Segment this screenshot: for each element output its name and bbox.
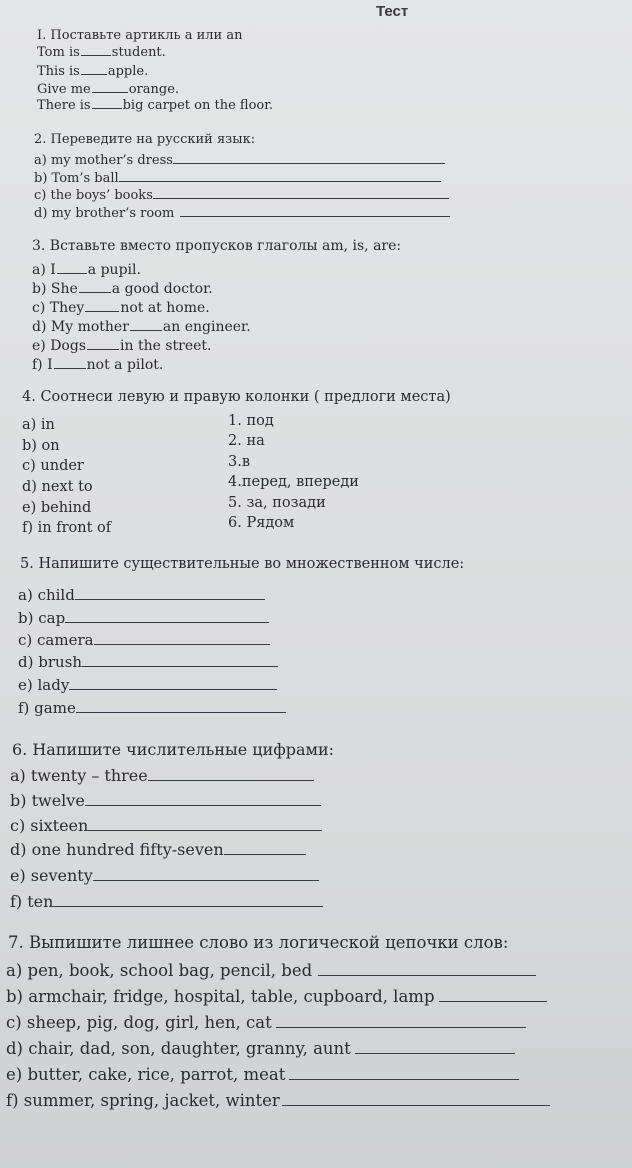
- answer-line[interactable]: [173, 151, 445, 164]
- answer-blank[interactable]: [87, 338, 119, 350]
- answer-blank[interactable]: [92, 97, 122, 109]
- exercise-item: e) lady: [18, 677, 277, 693]
- answer-line[interactable]: [85, 793, 321, 806]
- answer-line[interactable]: [276, 1015, 526, 1028]
- exercise-item: d) brush: [18, 654, 278, 670]
- exercise-item: d) my brother’s room: [34, 204, 450, 220]
- exercise-item: f) summer, spring, jacket, winter: [6, 1093, 550, 1110]
- answer-line[interactable]: [180, 204, 450, 217]
- answer-line[interactable]: [355, 1041, 515, 1054]
- answer-blank[interactable]: [79, 281, 111, 293]
- answer-line[interactable]: [282, 1093, 550, 1106]
- exercise-item: d) one hundred fifty-seven: [10, 842, 306, 858]
- exercise-item: b) Tom’s ball: [34, 169, 441, 185]
- exercise-item: c) sheep, pig, dog, girl, hen, cat: [6, 1015, 526, 1032]
- exercise-item: f) I not a pilot.: [32, 357, 164, 373]
- answer-line[interactable]: [76, 700, 286, 713]
- exercise-item: a) twenty – three: [10, 768, 314, 784]
- answer-line[interactable]: [69, 677, 277, 690]
- answer-blank[interactable]: [85, 300, 119, 312]
- answer-line[interactable]: [53, 894, 323, 907]
- section-4-heading: 4. Соотнеси левую и правую колонки ( предлоги места): [22, 389, 451, 405]
- section-7-heading: 7. Выпишите лишнее слово из логической цепочки слов:: [8, 933, 509, 952]
- answer-line[interactable]: [119, 169, 441, 182]
- answer-blank[interactable]: [81, 44, 111, 56]
- section-3-heading: 3. Вставьте вместо пропусков глаголы am, is, are:: [32, 238, 402, 254]
- answer-line[interactable]: [88, 818, 322, 831]
- answer-line[interactable]: [94, 632, 270, 645]
- answer-line[interactable]: [224, 842, 306, 855]
- exercise-item: e) Dogs in the street.: [32, 338, 212, 354]
- exercise-item: a) pen, book, school bag, pencil, bed: [6, 963, 536, 980]
- exercise-item: d) chair, dad, son, daughter, granny, aunt: [6, 1041, 515, 1058]
- page-title: Тест: [376, 3, 409, 20]
- answer-line[interactable]: [65, 610, 269, 623]
- answer-blank[interactable]: [92, 81, 128, 93]
- answer-blank[interactable]: [130, 319, 162, 331]
- exercise-item: d) My mother an engineer.: [32, 319, 251, 335]
- answer-line[interactable]: [439, 989, 547, 1002]
- right-column-item: 3.в: [228, 454, 250, 470]
- right-column-item: 5. за, позади: [228, 495, 326, 511]
- exercise-item: There is big carpet on the floor.: [37, 98, 274, 113]
- answer-line[interactable]: [289, 1067, 519, 1080]
- left-column-item: f) in front of: [22, 520, 112, 536]
- left-column-item: c) under: [22, 458, 84, 474]
- right-column-item: 6. Рядом: [228, 515, 295, 531]
- exercise-item: a) I a pupil.: [32, 262, 141, 278]
- answer-blank[interactable]: [81, 63, 107, 75]
- exercise-item: e) seventy: [10, 868, 319, 884]
- exercise-item: a) my mother’s dress: [34, 151, 445, 167]
- answer-blank[interactable]: [57, 262, 87, 274]
- left-column-item: d) next to: [22, 479, 93, 495]
- exercise-item: Tom is student.: [37, 45, 166, 60]
- right-column-item: 1. под: [228, 413, 274, 429]
- right-column-item: 4.перед, впереди: [228, 474, 359, 490]
- answer-line[interactable]: [93, 868, 319, 881]
- exercise-item: f) game: [18, 700, 286, 716]
- exercise-item: c) They not at home.: [32, 300, 210, 316]
- answer-line[interactable]: [75, 587, 265, 600]
- exercise-item: c) camera: [18, 632, 270, 648]
- left-column-item: e) behind: [22, 500, 92, 516]
- exercise-item: b) cap: [18, 610, 269, 626]
- right-column-item: 2. на: [228, 433, 265, 449]
- section-1-heading: I. Поставьте артикль a или an: [37, 28, 243, 43]
- exercise-item: b) twelve: [10, 793, 321, 809]
- exercise-item: b) armchair, fridge, hospital, table, cupboard, lamp: [6, 989, 547, 1006]
- exercise-item: This is apple.: [37, 64, 149, 79]
- section-6-heading: 6. Напишите числительные цифрами:: [12, 740, 335, 759]
- section-2-heading: 2. Переведите на русский язык:: [34, 132, 256, 147]
- left-column-item: b) on: [22, 438, 60, 454]
- answer-line[interactable]: [153, 186, 449, 199]
- exercise-item: a) child: [18, 587, 265, 603]
- exercise-item: f) ten: [10, 894, 323, 910]
- answer-line[interactable]: [82, 654, 278, 667]
- answer-blank[interactable]: [54, 357, 86, 369]
- section-5-heading: 5. Напишите существительные во множественном числе:: [20, 556, 465, 572]
- answer-line[interactable]: [318, 963, 536, 976]
- exercise-item: b) She a good doctor.: [32, 281, 213, 297]
- left-column-item: a) in: [22, 417, 55, 433]
- exercise-item: c) the boys’ books: [34, 186, 449, 202]
- exercise-item: c) sixteen: [10, 818, 322, 834]
- answer-line[interactable]: [148, 768, 314, 781]
- exercise-item: e) butter, cake, rice, parrot, meat: [6, 1067, 519, 1084]
- exercise-item: Give me orange.: [37, 82, 180, 97]
